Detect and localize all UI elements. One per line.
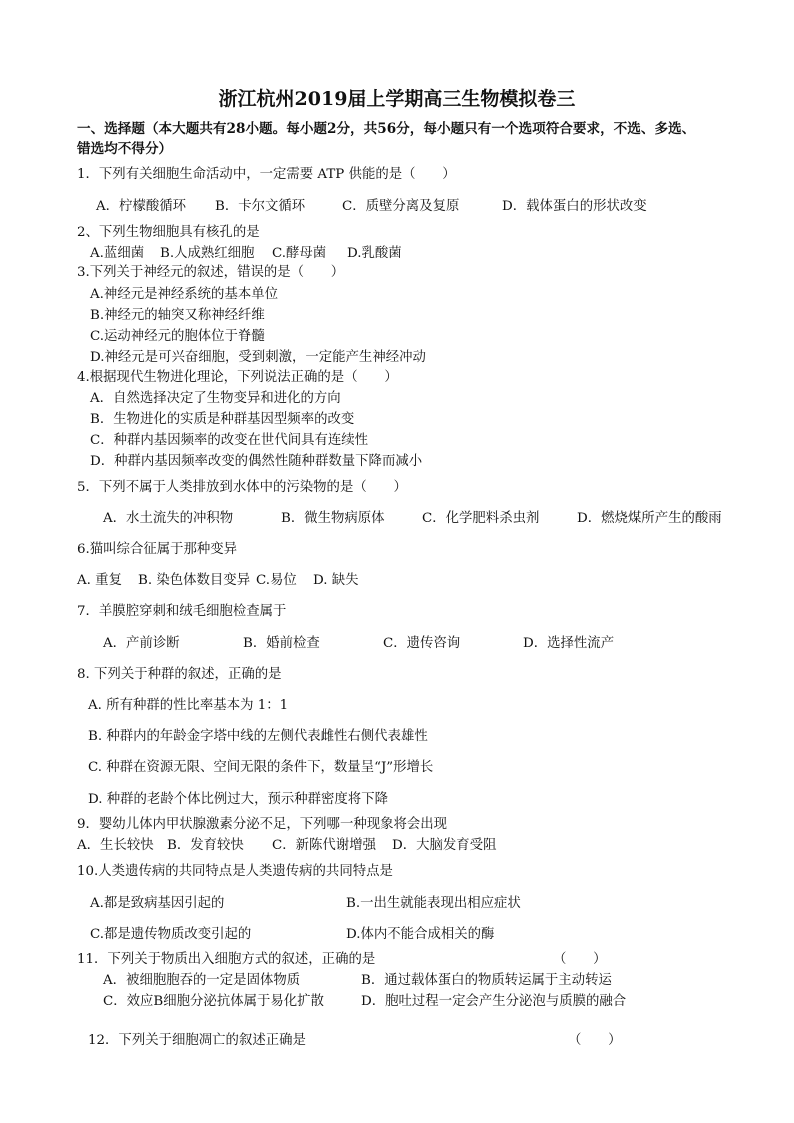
question-12-stem: 12．下列关于细胞凋亡的叙述正确是 — [88, 1033, 306, 1048]
question-1-option-d: D．载体蛋白的形状改变 — [502, 199, 647, 214]
question-3-option-c: C.运动神经元的胞体位于脊髓 — [90, 329, 265, 344]
question-5-option-c: C．化学肥料杀虫剂 — [422, 511, 540, 526]
question-1-stem: 1．下列有关细胞生命活动中，一定需要 ATP 供能的是（ ） — [77, 167, 456, 182]
question-9-option-a: A．生长较快 — [77, 838, 154, 853]
question-11-option-b: B．通过载体蛋白的物质转运属于主动转运 — [361, 973, 612, 988]
question-7-stem: 7．羊膜腔穿刺和绒毛细胞检查属于 — [77, 604, 287, 619]
question-6-stem: 6.猫叫综合征属于那种变异 — [77, 542, 238, 557]
question-11-option-c: C．效应B细胞分泌抗体属于易化扩散 — [103, 994, 324, 1009]
question-4-option-d: D．种群内基因频率改变的偶然性随种群数量下降而减小 — [90, 454, 423, 469]
question-8-option-b: B. 种群内的年龄金字塔中线的左侧代表雌性右侧代表雄性 — [88, 729, 428, 744]
question-7-option-d: D．选择性流产 — [523, 636, 615, 651]
question-11-answer-paren: （ ） — [553, 952, 607, 967]
question-1-option-c: C．质壁分离及复原 — [342, 199, 460, 214]
question-8-option-c: C. 种群在资源无限、空间无限的条件下，数量呈“J”形增长 — [88, 760, 434, 775]
question-7-option-b: B．婚前检查 — [243, 636, 320, 651]
question-10-option-a: A.都是致病基因引起的 — [90, 896, 225, 911]
question-2-option-a: A.蓝细菌 — [90, 246, 145, 261]
question-8-option-a: A. 所有种群的性比率基本为 1：1 — [88, 698, 289, 713]
question-6-option-c: C.易位 — [256, 573, 297, 588]
question-4-option-c: C．种群内基因频率的改变在世代间具有连续性 — [90, 433, 369, 448]
question-3-option-d: D.神经元是可兴奋细胞，受到刺激，一定能产生神经冲动 — [90, 350, 426, 365]
question-4-option-a: A．自然选择决定了生物变异和进化的方向 — [90, 391, 341, 406]
question-2-option-c: C.酵母菌 — [272, 246, 327, 261]
question-9-stem: 9．婴幼儿体内甲状腺激素分泌不足，下列哪一种现象将会出现 — [77, 817, 448, 832]
section-heading-line2: 错选均不得分） — [77, 141, 173, 157]
question-10-option-d: D.体内不能合成相关的酶 — [346, 927, 495, 942]
question-5-option-d: D．燃烧煤所产生的酸雨 — [577, 511, 722, 526]
question-2-option-b: B.人成熟红细胞 — [160, 246, 255, 261]
question-9-option-c: C．新陈代谢增强 — [272, 838, 376, 853]
question-12-answer-paren: （ ） — [568, 1033, 622, 1048]
section-heading-line1: 一、选择题（本大题共有28小题。每小题2分，共56分，每小题只有一个选项符合要求，不选、多选、 — [77, 121, 696, 137]
question-11-option-d: D．胞吐过程一定会产生分泌泡与质膜的融合 — [361, 994, 627, 1009]
exam-title: 浙江杭州2019届上学期高三生物模拟卷三 — [218, 88, 576, 110]
question-2-option-d: D.乳酸菌 — [347, 246, 402, 261]
question-5-stem: 5．下列不属于人类排放到水体中的污染物的是（ ） — [77, 480, 407, 495]
question-6-option-b: B. 染色体数目变异 — [138, 573, 251, 588]
question-8-stem: 8. 下列关于种群的叙述，正确的是 — [77, 667, 282, 682]
question-1-option-a: A．柠檬酸循环 — [96, 199, 187, 214]
question-5-option-a: A．水土流失的冲积物 — [103, 511, 234, 526]
question-3-option-b: B.神经元的轴突又称神经纤维 — [90, 308, 265, 323]
question-10-option-b: B.一出生就能表现出相应症状 — [346, 896, 521, 911]
question-6-option-d: D. 缺失 — [313, 573, 359, 588]
question-8-option-d: D. 种群的老龄个体比例过大，预示种群密度将下降 — [88, 792, 388, 807]
question-6-option-a: A. 重复 — [77, 573, 122, 588]
question-9-option-b: B．发育较快 — [167, 838, 244, 853]
question-3-stem: 3.下列关于神经元的叙述，错误的是（ ） — [77, 265, 345, 280]
question-7-option-a: A．产前诊断 — [103, 636, 180, 651]
question-10-stem: 10.人类遗传病的共同特点是人类遗传病的共同特点是 — [77, 864, 393, 879]
question-1-option-b: B．卡尔文循环 — [215, 199, 306, 214]
question-11-stem: 11．下列关于物质出入细胞方式的叙述，正确的是 — [77, 952, 376, 967]
question-4-option-b: B．生物进化的实质是种群基因型频率的改变 — [90, 412, 355, 427]
question-11-option-a: A．被细胞胞吞的一定是固体物质 — [103, 973, 301, 988]
question-9-option-d: D．大脑发育受阻 — [392, 838, 497, 853]
question-10-option-c: C.都是遗传物质改变引起的 — [90, 927, 252, 942]
question-4-stem: 4.根据现代生物进化理论，下列说法正确的是（ ） — [77, 370, 398, 385]
question-3-option-a: A.神经元是神经系统的基本单位 — [90, 287, 279, 302]
question-2-stem: 2、下列生物细胞具有核孔的是 — [77, 225, 260, 240]
question-7-option-c: C．遗传咨询 — [383, 636, 461, 651]
question-5-option-b: B．微生物病原体 — [281, 511, 385, 526]
